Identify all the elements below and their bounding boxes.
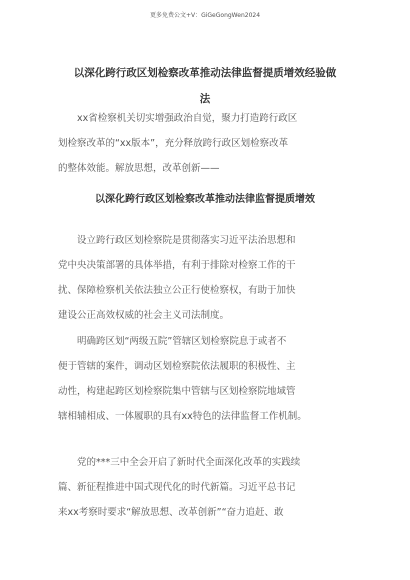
header-promo-note: 更多免费公文+V：GiGeGongWen2024 xyxy=(149,12,261,19)
paragraph-line: 党中央决策部署的具体举措，有利于排除对检察工作的干 xyxy=(58,260,296,271)
document-title xyxy=(55,60,355,112)
title-line: 法 xyxy=(199,93,211,105)
paragraph-line: 明确跨区划“两级五院”管辖区划检察院息于或者不 xyxy=(77,336,287,347)
paragraph-line: 扰、保障检察机关依法独立公正行使检察权，有助于加快 xyxy=(58,285,296,296)
paragraph-line: 的整体效能。解放思想，改革创新—— xyxy=(58,163,220,174)
paragraph-line: 党的***三中全会开启了新时代全面深化改革的实践续 xyxy=(77,457,301,468)
paragraph-3 xyxy=(58,450,358,525)
paragraph-line: 来xx考察时要求“解放思想、改革创新”“奋力追赶、敢 xyxy=(58,507,284,518)
intro-paragraph xyxy=(58,106,358,181)
paragraph-1 xyxy=(58,228,358,328)
section-heading: 以深化跨行政区划检察改革推动法律监督提质增效 xyxy=(95,194,315,205)
paragraph-line: 设立跨行政区划检察院是贯彻落实习近平法治思想和 xyxy=(77,235,296,246)
paragraph-line: 辖相辅相成、一体履职的具有xx特色的法律监督工作机制。 xyxy=(58,411,307,422)
paragraph-line: 动性，构建起跨区划检察院集中管辖与区划检察院地域管 xyxy=(58,386,296,397)
paragraph-line: 建设公正高效权威的社会主义司法制度。 xyxy=(58,310,230,321)
title-line: 以深化跨行政区划检察改革推动法律监督提质增效经验做 xyxy=(73,67,337,79)
paragraph-line: xx省检察机关切实增强政治自觉，聚力打造跨行政区 xyxy=(77,113,298,124)
paragraph-2 xyxy=(58,329,358,429)
paragraph-line: 便于管辖的案件，调动区划检察院依法履职的积极性、主 xyxy=(58,361,296,372)
paragraph-line: 划检察改革的“xx版本”，充分释放跨行政区划检察改革 xyxy=(58,138,289,149)
paragraph-line: 篇、新征程推进中国式现代化的时代新篇。习近平总书记 xyxy=(58,482,296,493)
